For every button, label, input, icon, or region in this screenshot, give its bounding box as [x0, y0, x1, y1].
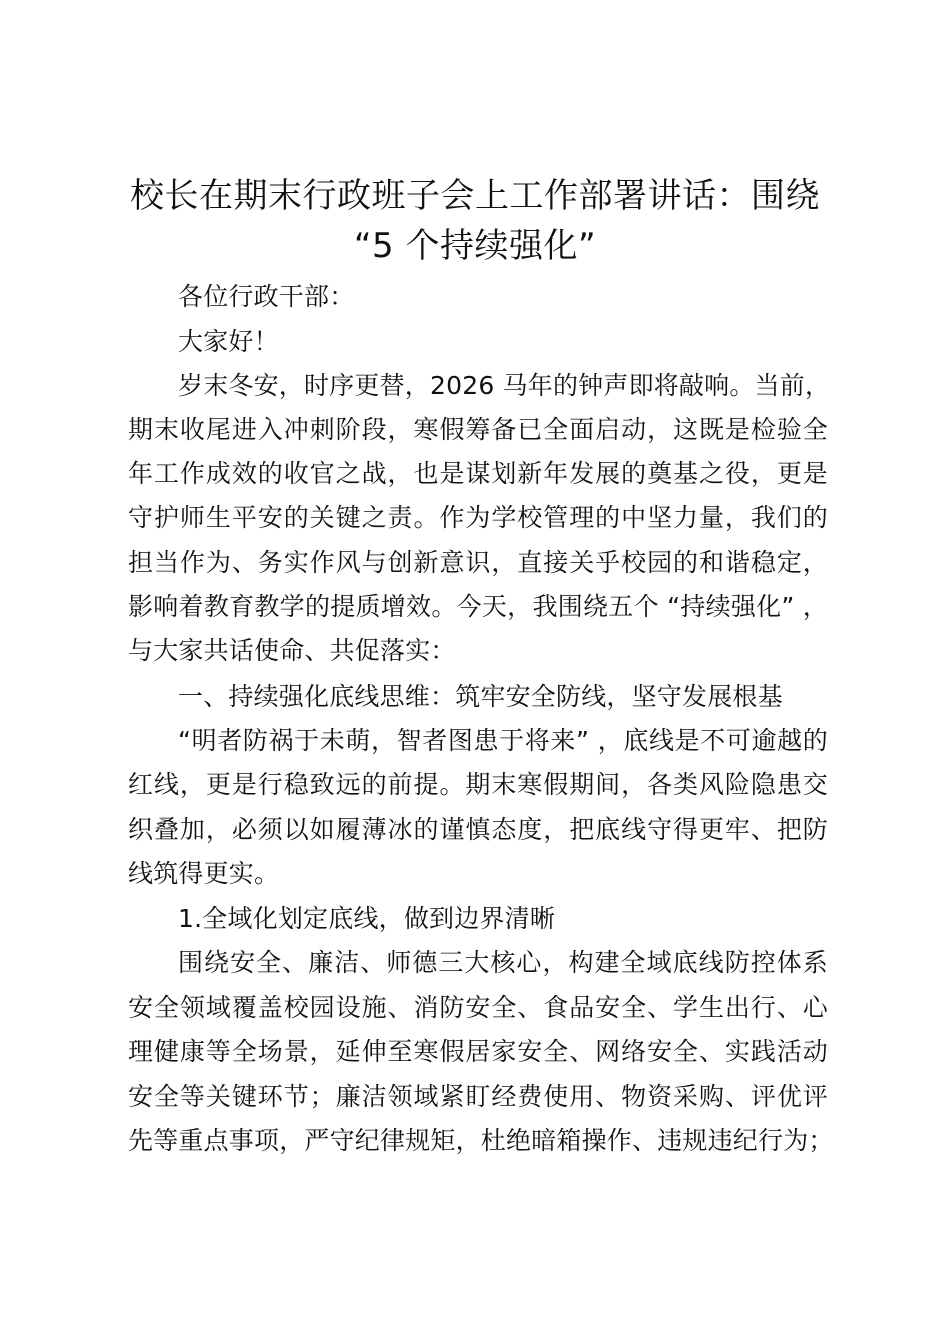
paragraph-line: 期末收尾进入冲刺阶段，寒假筹备已全面启动，这既是检验全 — [128, 415, 828, 444]
paragraph-line: 与大家共话使命、共促落实： — [128, 636, 456, 665]
paragraph-line: 线筑得更实。 — [128, 859, 280, 888]
salutation: 各位行政干部： — [178, 282, 355, 311]
document-title-line-1: 校长在期末行政班子会上工作部署讲话：围绕 — [130, 176, 820, 216]
paragraph-line: 理健康等全场景，延伸至寒假居家安全、网络安全、实践活动 — [128, 1037, 828, 1066]
paragraph-line: 红线，更是行稳致远的前提。期末寒假期间，各类风险隐患交 — [128, 770, 828, 799]
paragraph-line: 安全等关键环节；廉洁领域紧盯经费使用、物资采购、评优评 — [128, 1082, 828, 1111]
paragraph-line: 担当作为、务实作风与创新意识，直接关乎校园的和谐稳定， — [128, 548, 828, 577]
paragraph-line: 围绕安全、廉洁、师德三大核心，构建全域底线防控体系 — [178, 948, 828, 977]
paragraph-line: 守护师生平安的关键之责。作为学校管理的中坚力量，我们的 — [128, 503, 828, 532]
paragraph-line: 先等重点事项，严守纪律规矩，杜绝暗箱操作、违规违纪行为； — [128, 1126, 834, 1155]
paragraph-line: 岁末冬安，时序更替，2026 马年的钟声即将敲响。当前， — [178, 371, 831, 400]
greeting: 大家好！ — [178, 327, 279, 356]
document-title-line-2: “5 个持续强化” — [353, 226, 597, 266]
paragraph-line: 安全领域覆盖校园设施、消防安全、食品安全、学生出行、心 — [128, 993, 828, 1022]
paragraph-line: “明者防祸于未萌，智者图患于将来” ，底线是不可逾越的 — [178, 726, 828, 755]
subsection-heading: 1.全域化划定底线，做到边界清晰 — [178, 904, 556, 933]
section-heading: 一、持续强化底线思维：筑牢安全防线，坚守发展根基 — [178, 682, 783, 711]
paragraph-line: 年工作成效的收官之战，也是谋划新年发展的奠基之役，更是 — [128, 459, 828, 488]
paragraph-line: 影响着教育教学的提质增效。今天，我围绕五个 “持续强化” ， — [128, 592, 828, 621]
paragraph-line: 织叠加，必须以如履薄冰的谨慎态度，把底线守得更牢、把防 — [128, 815, 828, 844]
